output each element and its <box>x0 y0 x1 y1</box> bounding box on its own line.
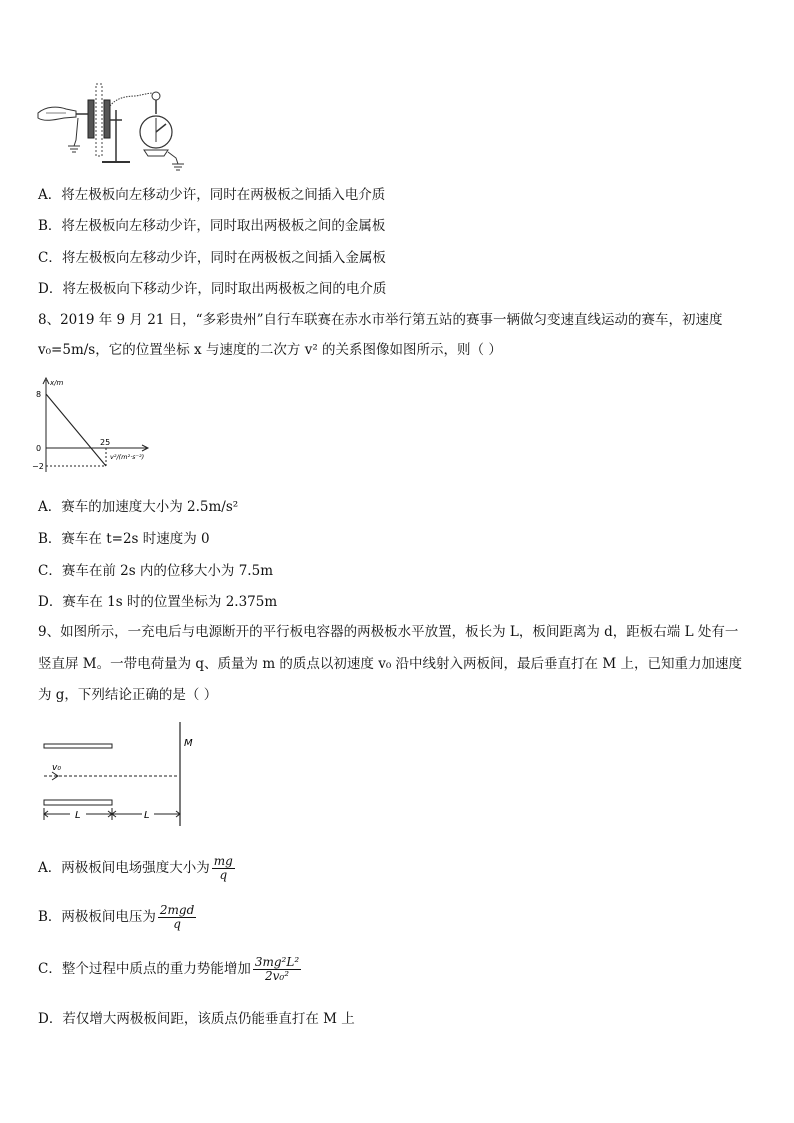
q8-tick-0: 0 <box>36 444 42 453</box>
q9-option-a[interactable] <box>38 855 235 882</box>
q8-option-a[interactable]: A．赛车的加速度大小为 2.5m/s² <box>38 499 239 515</box>
q8-tick-minus-2: −2 <box>32 462 44 471</box>
q9-stem-line-1: 9、如图所示，一充电后与电源断开的平行板电容器的两极板水平放置，板长为 L，板间距离为 d，距板右端 L 处有一 <box>38 624 739 640</box>
q9-option-c-text: C．整个过程中质点的重力势能增加 <box>38 961 251 977</box>
q9-length-label-1: L <box>75 810 81 821</box>
q7-option-d[interactable]: D．将左极板向下移动少许，同时取出两极板之间的电介质 <box>38 281 387 297</box>
q9-stem-line-2: 竖直屏 M。一带电荷量为 q、质量为 m 的质点以初速度 v₀ 沿中线射入两板间，最后垂直打在 M 上，已知重力加速度 <box>38 656 742 672</box>
q9-option-b-text: B．两极板间电压为 <box>38 909 156 925</box>
q8-tick-8: 8 <box>36 390 42 399</box>
q9-v0-label: v₀ <box>52 763 61 773</box>
q8-option-c[interactable]: C．赛车在前 2s 内的位移大小为 7.5m <box>38 563 273 579</box>
q8-stem-line-1: 8、2019 年 9 月 21 日，“多彩贵州”自行车联赛在赤水市举行第五站的赛事一辆做匀变速直线运动的赛车，初速度 <box>38 312 723 328</box>
q8-stem-line-2: v₀=5m/s，它的位置坐标 x 与速度的二次方 v² 的关系图像如图所示，则（ ） <box>38 342 502 358</box>
q9-figure <box>38 722 208 830</box>
capacitor-electroscope-figure <box>36 80 186 172</box>
q8-option-b[interactable]: B．赛车在 t=2s 时速度为 0 <box>38 531 210 547</box>
q7-option-c[interactable]: C．将左极板向左移动少许，同时在两极板之间插入金属板 <box>38 250 386 266</box>
q7-option-b[interactable]: B．将左极板向左移动少许，同时取出两极板之间的金属板 <box>38 218 386 234</box>
q7-option-a[interactable]: A．将左极板向左移动少许，同时在两极板之间插入电介质 <box>38 187 386 203</box>
q9-option-c-fraction <box>253 956 301 983</box>
q8-tick-25: 25 <box>100 438 111 447</box>
q8-y-axis-label: x/m <box>50 379 64 387</box>
q9-option-c[interactable] <box>38 956 301 983</box>
q9-length-label-2: L <box>144 810 150 821</box>
q9-option-d[interactable]: D．若仅增大两极板间距，该质点仍能垂直打在 M 上 <box>38 1011 355 1027</box>
q9-option-a-fraction <box>212 855 235 882</box>
q9-screen-label: M <box>184 738 193 749</box>
q9-stem-line-3: 为 g，下列结论正确的是（ ） <box>38 687 218 703</box>
q9-option-b-denominator: q <box>173 917 181 931</box>
q9-option-a-text: A．两极板间电场强度大小为 <box>38 860 210 876</box>
q9-option-c-numerator: 3mg²L² <box>254 955 300 969</box>
q9-option-b-numerator: 2mgd <box>159 903 195 917</box>
q9-option-a-numerator: mg <box>213 854 233 868</box>
q9-option-c-denominator: 2v₀² <box>264 969 290 983</box>
q8-graph <box>30 376 160 476</box>
q9-option-b-fraction <box>158 904 196 931</box>
q8-x-axis-label: v²/(m²·s⁻²) <box>110 453 145 461</box>
q9-option-b[interactable] <box>38 904 196 931</box>
q9-option-a-denominator: q <box>219 868 228 882</box>
q8-option-d[interactable]: D．赛车在 1s 时的位置坐标为 2.375m <box>38 594 278 610</box>
